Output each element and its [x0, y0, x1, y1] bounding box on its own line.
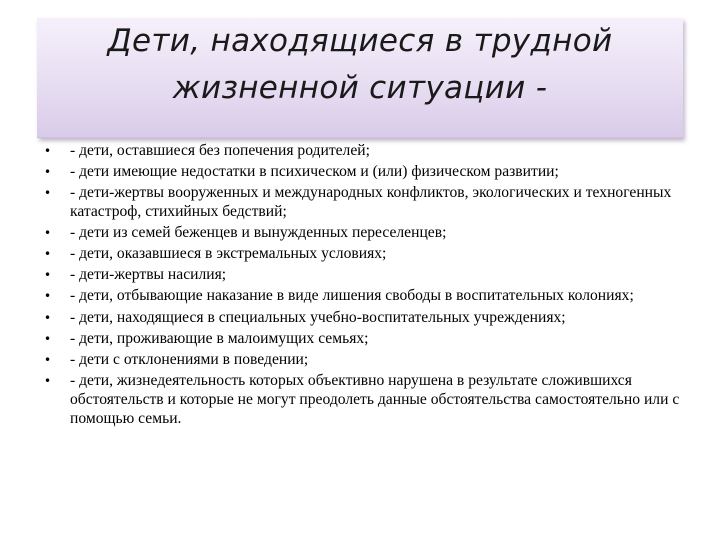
list-item-text: - дети из семей беженцев и вынужденных переселенцев; — [70, 224, 447, 242]
list-item — [44, 372, 704, 429]
list-item-text: - дети, жизнедеятельность которых объективно нарушена в результате сложившихся обстоятельств и которые не могут преодолеть данные обстоятельства самостоятельно или с помощью семьи. — [70, 371, 680, 427]
bullet-icon: • — [44, 310, 52, 325]
bullet-icon: • — [44, 268, 52, 283]
bullet-icon: • — [44, 144, 52, 158]
list-item-text: - дети, находящиеся в специальных учебно-воспитательных учреждениях; — [70, 308, 566, 326]
list-item-text: - дети, проживающие в малоимущих семьях; — [70, 329, 369, 347]
list-item — [44, 184, 704, 222]
list-item-text: - дети с отклонениями в поведении; — [70, 350, 309, 368]
bullet-icon: • — [44, 247, 52, 262]
list-item — [44, 266, 704, 285]
list-item — [44, 309, 704, 328]
list-item — [44, 330, 704, 349]
list-item — [44, 287, 704, 306]
bullet-icon: • — [44, 226, 52, 241]
list-item-text: - дети, оказавшиеся в экстремальных условиях; — [70, 245, 387, 263]
list-item-text: - дети имеющие недостатки в психическом и (или) физическом развитии; — [70, 163, 559, 181]
bullet-icon: • — [44, 373, 52, 388]
bullet-icon: • — [44, 186, 52, 201]
list-item — [44, 142, 704, 161]
bullet-icon: • — [44, 165, 52, 180]
list-item-text: - дети-жертвы вооруженных и международных конфликтов, экологических и техногенных катастроф, стихийных бедствий; — [70, 184, 672, 221]
title-box — [37, 18, 683, 138]
list-item — [44, 163, 704, 182]
slide-title — [37, 18, 683, 112]
bullet-icon: • — [44, 352, 52, 367]
bullet-icon: • — [44, 331, 52, 346]
list-item — [44, 351, 704, 370]
list-item-text: - дети, оставшиеся без попечения родителей; — [70, 142, 370, 159]
list-item-text: - дети-жертвы насилия; — [70, 266, 227, 284]
bullet-icon: • — [44, 289, 52, 304]
title-line-1: Дети, находящиеся в трудной — [107, 23, 613, 59]
list-item-text: - дети, отбывающие наказание в виде лишения свободы в воспитательных колониях; — [70, 287, 634, 305]
bullet-list — [44, 142, 704, 431]
list-item — [44, 245, 704, 264]
list-item — [44, 224, 704, 243]
title-line-2: жизненной ситуации - — [172, 70, 548, 106]
